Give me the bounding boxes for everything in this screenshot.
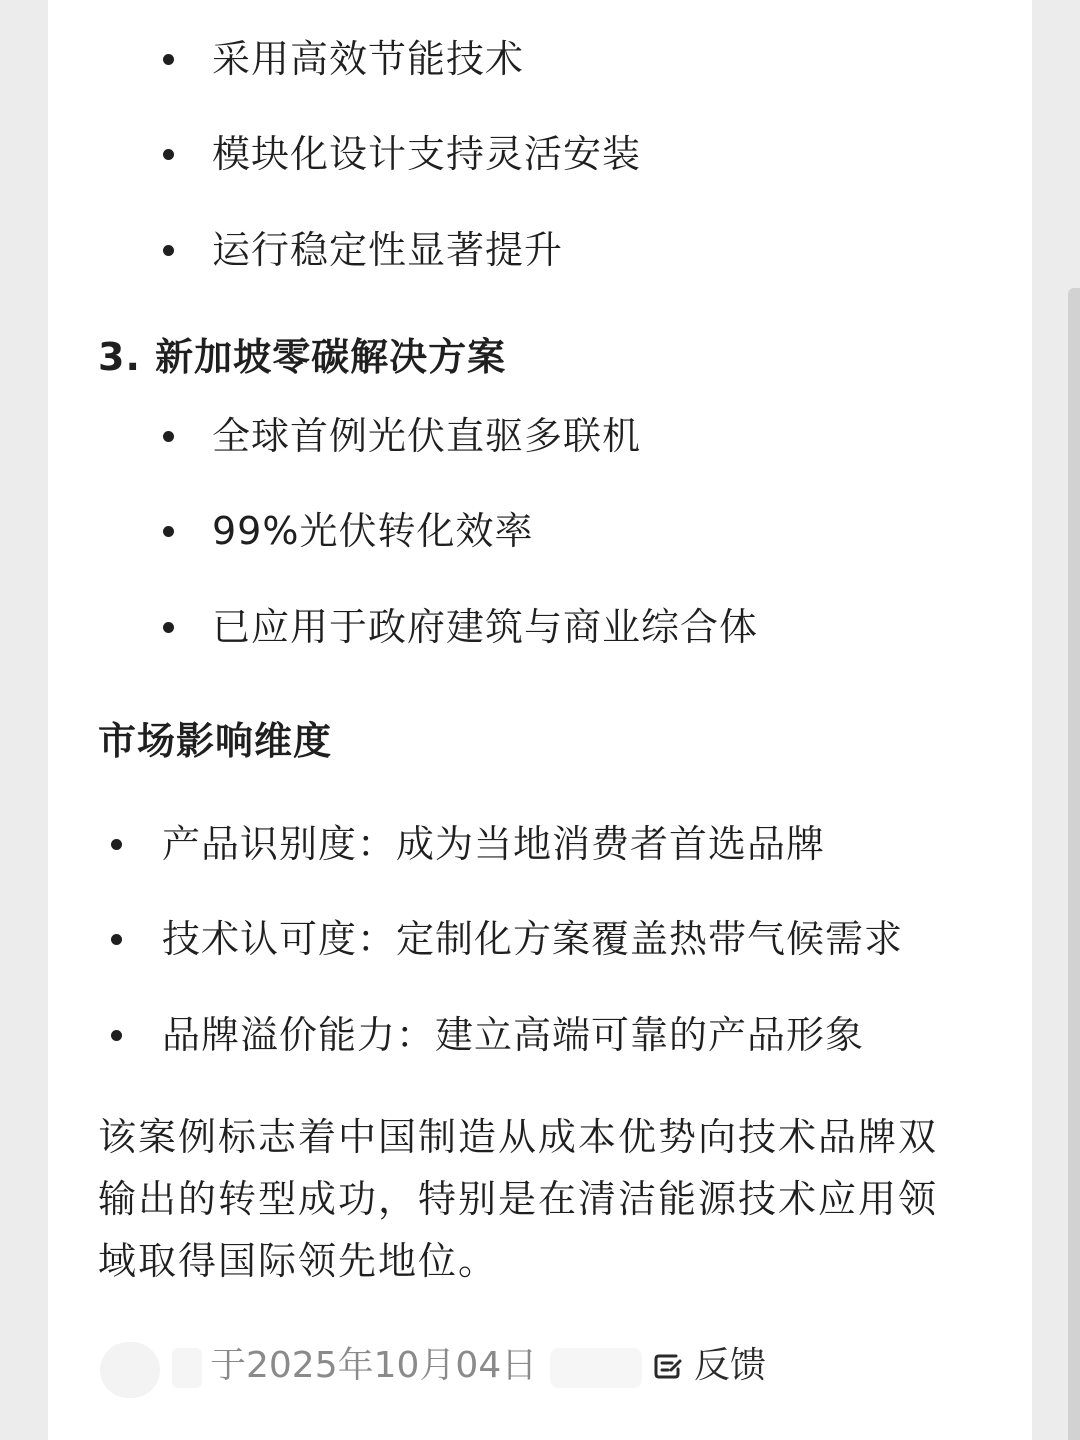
list-item: 品牌溢价能力：建立高端可靠的产品形象	[162, 1013, 865, 1057]
blurred-username	[172, 1348, 202, 1388]
list-item: 采用高效节能技术	[212, 37, 525, 81]
section-heading: 市场影响维度	[98, 719, 333, 763]
bullet-dot	[163, 245, 174, 256]
bullet-dot	[111, 839, 122, 850]
blurred-region	[550, 1348, 642, 1388]
bullet-dot	[111, 1030, 122, 1041]
section-heading: 3. 新加坡零碳解决方案	[98, 335, 507, 379]
bullet-dot	[163, 526, 174, 537]
list-item: 已应用于政府建筑与商业综合体	[212, 605, 759, 649]
bullet-dot	[163, 431, 174, 442]
list-item: 全球首例光伏直驱多联机	[212, 414, 642, 458]
list-item: 产品识别度：成为当地消费者首选品牌	[162, 822, 826, 866]
list-item: 运行稳定性显著提升	[212, 228, 564, 272]
list-item: 99%光伏转化效率	[212, 509, 534, 553]
edit-icon	[650, 1349, 684, 1383]
bullet-dot	[163, 54, 174, 65]
list-item: 模块化设计支持灵活安装	[212, 132, 642, 176]
conclusion-paragraph: 该案例标志着中国制造从成本优势向技术品牌双 输出的转型成功，特别是在清洁能源技术应用领 域取得国际领先地位。	[98, 1115, 939, 1283]
avatar	[100, 1342, 160, 1398]
list-item: 技术认可度：定制化方案覆盖热带气候需求	[162, 917, 904, 961]
bullet-dot	[163, 622, 174, 633]
feedback-label: 反馈	[694, 1345, 767, 1386]
bullet-dot	[111, 934, 122, 945]
timestamp: 于2025年10月04日	[210, 1345, 538, 1386]
feedback-button[interactable]	[650, 1343, 766, 1389]
bullet-dot	[163, 149, 174, 160]
scrollbar[interactable]	[1068, 288, 1080, 1440]
